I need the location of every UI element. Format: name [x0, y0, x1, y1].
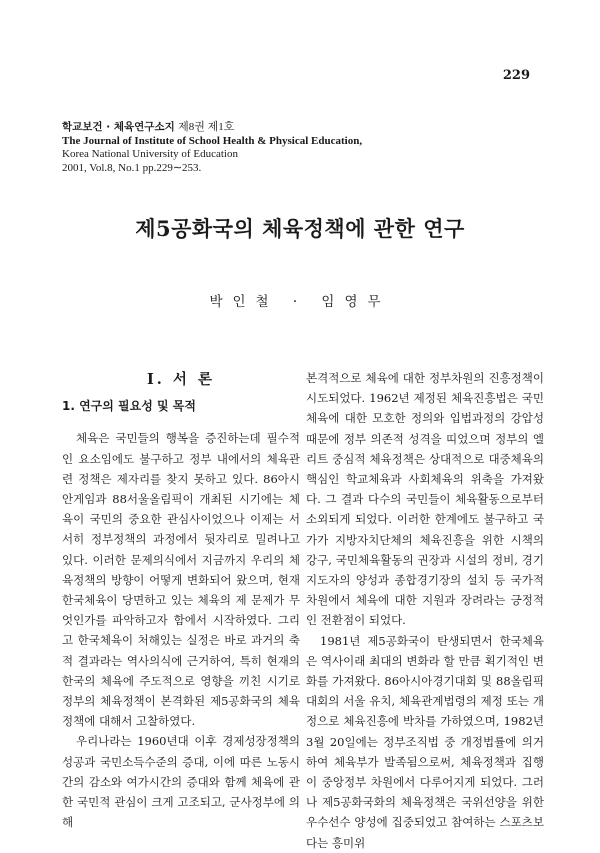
section-heading: Ⅰ. 서 론 — [147, 371, 215, 388]
page-number: 229 — [502, 68, 530, 83]
journal-info — [62, 121, 362, 175]
right-column — [306, 368, 544, 853]
journal-university: Korea National University of Education — [62, 148, 238, 160]
paragraph: 체육은 국민들의 행복을 증진하는데 필수적인 요소임에도 불구하고 정부 내에서의 체육관련 정책은 제자리를 찾지 못하고 있다. 86아시안게임과 88서울올림픽이 개최된 시기에는 체육이 국민의 중요한 관심사이었으나 이제는 서서히 정부정책의 과정에서 뒷자리로 밀려나고 있다. 이러한 문제의식에서 지금까지 우리의 체육정책의 방향이 어떻게 변화되어 왔으며, 현재 한국체육이 당면하고 있는 체육의 제 문제가 무엇인가를 파악하고자 함에서 시작하였다. 그리고 한국체육이 처해있는 실정은 바로 과거의 축적 결과라는 역사의식에 근거하여, 특히 현재의 한국의 체육에 주도적으로 영향을 끼친 시기로 정부의 체육정책이 본격화된 제5공화국의 체육정책에 대해서 고찰하였다. — [62, 431, 300, 729]
paragraph: 우리나라는 1960년대 이후 경제성장정책의 성공과 국민소득수준의 증대, 이에 따른 노동시간의 감소와 여가시간의 증대와 함께 체육에 관한 국민적 관심이 크게 고조되고, 군사정부에 의해 — [62, 734, 300, 830]
paragraph: 1981년 제5공화국이 탄생되면서 한국체육은 역사이래 최대의 변화라 할 만큼 획기적인 변화를 가져왔다. 86아시아경기대회 및 88올림픽대회의 서울 유치, 체육관계법령의 제정 또는 개정으로 체육진흥에 박차를 가하였으며, 1982년 3월 20일에는 정부조직법 중 개정법률에 의거하여 체육부가 발족됨으로써, 체육정책과 집행이 중앙정부 차원에서 다루어지게 되었다. 그러나 제5공화국화의 체육정책은 국위선양을 위한 우수선수 양성에 집중되었고 참여하는 스포츠보다는 흥미위 — [306, 633, 544, 850]
journal-citation: 2001, Vol.8, No.1 pp.229∼253. — [62, 161, 202, 174]
left-column — [62, 368, 300, 832]
paragraph: 본격적으로 체육에 대한 정부차원의 진흥정책이 시도되었다. 1962년 제정된 체육진흥법은 국민체육에 대한 모호한 정의와 입법과정의 강압성 때문에 정부 의존적 성격을 띠었으며 정부의 엘리트 중심적 체육정책은 상대적으로 대중체육의 핵심인 학교체육과 사회체육의 위축을 가져왔다. 그 결과 다수의 국민들이 체육활동으로부터 소외되게 되었다. 이러한 한계에도 불구하고 국가가 지방자치단체의 체육진흥을 위한 시책의 강구, 국민체육활동의 권장과 시설의 정비, 경기지도자의 양성과 종합경기장의 설치 등 국가적 차원에서 체육에 대한 지원과 장려라는 긍정적인 전환점이 되었다. — [306, 371, 544, 628]
journal-korean-line — [62, 121, 362, 135]
paper-title: 제5공화국의 체육정책에 관한 연구 — [135, 216, 465, 241]
journal-korean-name: 학교보건 · 체육연구소지 — [62, 121, 175, 133]
journal-volume-issue: 제8권 제1호 — [178, 121, 235, 133]
journal-english-name: The Journal of Institute of School Health & Physical Education, — [62, 134, 363, 147]
paper-authors: 박인철 · 임영무 — [209, 294, 391, 310]
subsection-heading: 1. 연구의 필요성 및 목적 — [62, 399, 196, 414]
